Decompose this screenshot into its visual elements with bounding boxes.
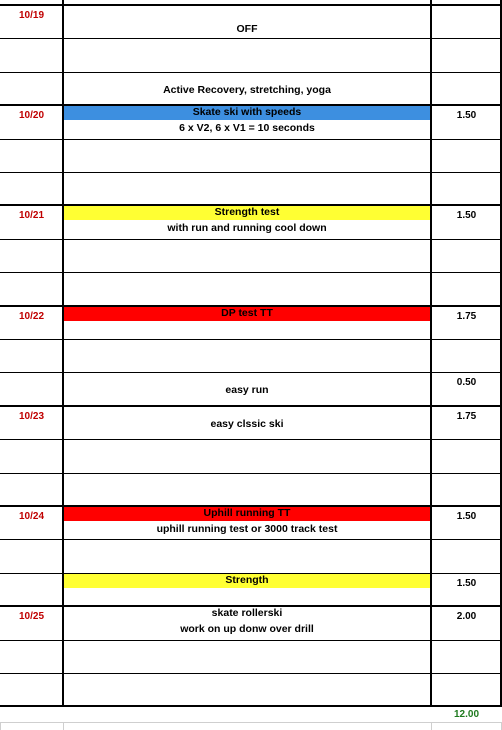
workout-title: skate rollerski bbox=[211, 607, 283, 620]
schedule-row bbox=[0, 606, 502, 639]
date-cell[interactable] bbox=[0, 506, 63, 539]
workout-cell[interactable] bbox=[63, 172, 431, 205]
date-cell[interactable] bbox=[0, 339, 63, 372]
date-cell[interactable] bbox=[0, 473, 63, 506]
date-label: 10/22 bbox=[18, 310, 45, 322]
workout-title: easy run bbox=[225, 384, 269, 397]
hours-cell[interactable] bbox=[431, 205, 502, 238]
row-divider bbox=[0, 172, 502, 173]
workout-cell[interactable] bbox=[63, 640, 431, 673]
schedule-row bbox=[0, 406, 502, 439]
workout-cell[interactable] bbox=[63, 139, 431, 172]
date-cell[interactable] bbox=[0, 139, 63, 172]
column-divider bbox=[430, 0, 432, 706]
row-divider bbox=[0, 573, 502, 574]
row-divider bbox=[0, 539, 502, 540]
hours-cell[interactable] bbox=[431, 473, 502, 506]
schedule-row bbox=[0, 105, 502, 138]
workout-cell[interactable] bbox=[63, 473, 431, 506]
date-cell[interactable] bbox=[0, 239, 63, 272]
hours-value: 0.50 bbox=[456, 377, 477, 389]
schedule-row bbox=[0, 306, 502, 339]
date-cell[interactable] bbox=[0, 439, 63, 472]
hours-value: 1.50 bbox=[456, 577, 477, 589]
row-divider bbox=[0, 38, 502, 39]
date-cell[interactable] bbox=[0, 205, 63, 238]
hours-cell[interactable] bbox=[431, 239, 502, 272]
hours-cell[interactable] bbox=[431, 306, 502, 339]
date-cell[interactable] bbox=[0, 673, 63, 706]
workout-cell[interactable] bbox=[63, 272, 431, 305]
date-cell[interactable] bbox=[0, 539, 63, 572]
workout-cell[interactable] bbox=[63, 339, 431, 372]
hours-cell[interactable] bbox=[431, 172, 502, 205]
hours-cell[interactable] bbox=[431, 372, 502, 405]
date-cell[interactable] bbox=[0, 272, 63, 305]
hours-cell[interactable] bbox=[431, 139, 502, 172]
date-label: 10/19 bbox=[18, 10, 45, 21]
hours-cell[interactable] bbox=[431, 439, 502, 472]
workout-cell[interactable] bbox=[63, 372, 431, 405]
workout-cell[interactable] bbox=[63, 205, 431, 238]
schedule-row bbox=[0, 640, 502, 673]
schedule-row bbox=[0, 573, 502, 606]
date-cell[interactable] bbox=[0, 38, 63, 71]
workout-cell[interactable] bbox=[63, 539, 431, 572]
hours-cell[interactable] bbox=[431, 673, 502, 706]
date-cell[interactable] bbox=[0, 172, 63, 205]
workout-detail: uphill running test or 3000 track test bbox=[156, 523, 338, 535]
date-cell[interactable] bbox=[0, 372, 63, 405]
hours-cell[interactable] bbox=[431, 406, 502, 439]
date-label: 10/21 bbox=[18, 210, 45, 222]
total-hours: 12.00 bbox=[453, 709, 480, 720]
row-divider bbox=[0, 272, 502, 273]
hours-cell[interactable] bbox=[431, 72, 502, 105]
schedule-row bbox=[0, 38, 502, 71]
schedule-row bbox=[0, 205, 502, 238]
hours-cell[interactable] bbox=[431, 272, 502, 305]
hours-cell[interactable] bbox=[431, 606, 502, 639]
row-divider bbox=[0, 372, 502, 373]
row-divider bbox=[0, 239, 502, 240]
workout-title: Strength test bbox=[214, 206, 280, 219]
date-cell[interactable] bbox=[0, 72, 63, 105]
workout-detail: OFF bbox=[236, 23, 258, 35]
schedule-row bbox=[0, 506, 502, 539]
hours-value: 1.50 bbox=[456, 210, 477, 222]
hours-cell[interactable] bbox=[431, 573, 502, 606]
hours-value: 2.00 bbox=[456, 611, 477, 623]
date-cell[interactable] bbox=[0, 5, 63, 38]
date-label: 10/23 bbox=[18, 410, 45, 422]
workout-cell[interactable] bbox=[63, 239, 431, 272]
row-divider bbox=[0, 473, 502, 474]
date-cell[interactable] bbox=[0, 606, 63, 639]
workout-cell[interactable] bbox=[63, 5, 431, 38]
row-divider bbox=[0, 339, 502, 340]
row-divider bbox=[0, 104, 502, 106]
row-divider bbox=[0, 405, 502, 407]
row-divider bbox=[0, 72, 502, 73]
next-row-cell[interactable] bbox=[0, 722, 63, 730]
schedule-row bbox=[0, 272, 502, 305]
row-divider bbox=[0, 640, 502, 641]
workout-cell[interactable] bbox=[63, 72, 431, 105]
workout-cell[interactable] bbox=[63, 439, 431, 472]
row-divider bbox=[0, 204, 502, 206]
hours-cell[interactable] bbox=[431, 539, 502, 572]
hours-value: 1.75 bbox=[456, 410, 477, 422]
schedule-row bbox=[0, 239, 502, 272]
schedule-row bbox=[0, 172, 502, 205]
workout-title: DP test TT bbox=[221, 306, 273, 319]
schedule-row bbox=[0, 673, 502, 706]
row-divider bbox=[0, 705, 502, 707]
schedule-row bbox=[0, 473, 502, 506]
workout-detail: with run and running cool down bbox=[167, 222, 327, 235]
next-row-cell[interactable] bbox=[63, 722, 431, 730]
workout-title: Strength bbox=[225, 573, 269, 586]
hours-value: 1.50 bbox=[456, 511, 477, 522]
workout-cell[interactable] bbox=[63, 606, 431, 639]
row-divider bbox=[0, 605, 502, 607]
date-cell[interactable] bbox=[0, 306, 63, 339]
column-divider bbox=[62, 0, 64, 706]
next-row-cell[interactable] bbox=[431, 722, 502, 730]
date-label: 10/24 bbox=[18, 511, 45, 522]
workout-cell[interactable] bbox=[63, 105, 431, 138]
row-divider bbox=[0, 139, 502, 140]
row-divider bbox=[0, 439, 502, 440]
schedule-row bbox=[0, 539, 502, 572]
hours-cell[interactable] bbox=[431, 640, 502, 673]
row-divider bbox=[0, 4, 502, 6]
row-divider bbox=[0, 673, 502, 674]
schedule-row bbox=[0, 372, 502, 405]
workout-title: Skate ski with speeds bbox=[192, 106, 302, 119]
row-divider bbox=[0, 305, 502, 307]
workout-cell[interactable] bbox=[63, 306, 431, 339]
hours-cell[interactable] bbox=[431, 506, 502, 539]
workout-detail: 6 x V2, 6 x V1 = 10 seconds bbox=[179, 122, 315, 135]
hours-value: 1.50 bbox=[456, 110, 477, 122]
workout-title: Uphill running TT bbox=[203, 507, 291, 519]
next-sheet-row bbox=[0, 722, 502, 730]
date-cell[interactable] bbox=[0, 573, 63, 606]
hours-cell[interactable] bbox=[431, 339, 502, 372]
date-cell[interactable] bbox=[0, 105, 63, 138]
date-label: 10/25 bbox=[18, 611, 45, 623]
schedule-row bbox=[0, 139, 502, 172]
workout-title: Active Recovery, stretching, yoga bbox=[163, 83, 331, 96]
schedule-row bbox=[0, 439, 502, 472]
hours-cell[interactable] bbox=[431, 5, 502, 38]
workout-cell[interactable] bbox=[63, 506, 431, 539]
workout-cell[interactable] bbox=[63, 673, 431, 706]
schedule-row bbox=[0, 339, 502, 372]
workout-cell[interactable] bbox=[63, 406, 431, 439]
date-cell[interactable] bbox=[0, 406, 63, 439]
workout-detail: work on up donw over drill bbox=[180, 623, 314, 636]
hours-cell[interactable] bbox=[431, 105, 502, 138]
date-label: 10/20 bbox=[18, 110, 45, 122]
date-cell[interactable] bbox=[0, 640, 63, 673]
hours-value: 1.75 bbox=[456, 310, 477, 322]
row-divider bbox=[0, 505, 502, 507]
workout-title: easy clssic ski bbox=[210, 417, 284, 430]
workout-cell[interactable] bbox=[63, 38, 431, 71]
schedule-row bbox=[0, 5, 502, 38]
workout-cell[interactable] bbox=[63, 573, 431, 606]
schedule-row bbox=[0, 72, 502, 105]
hours-cell[interactable] bbox=[431, 38, 502, 71]
